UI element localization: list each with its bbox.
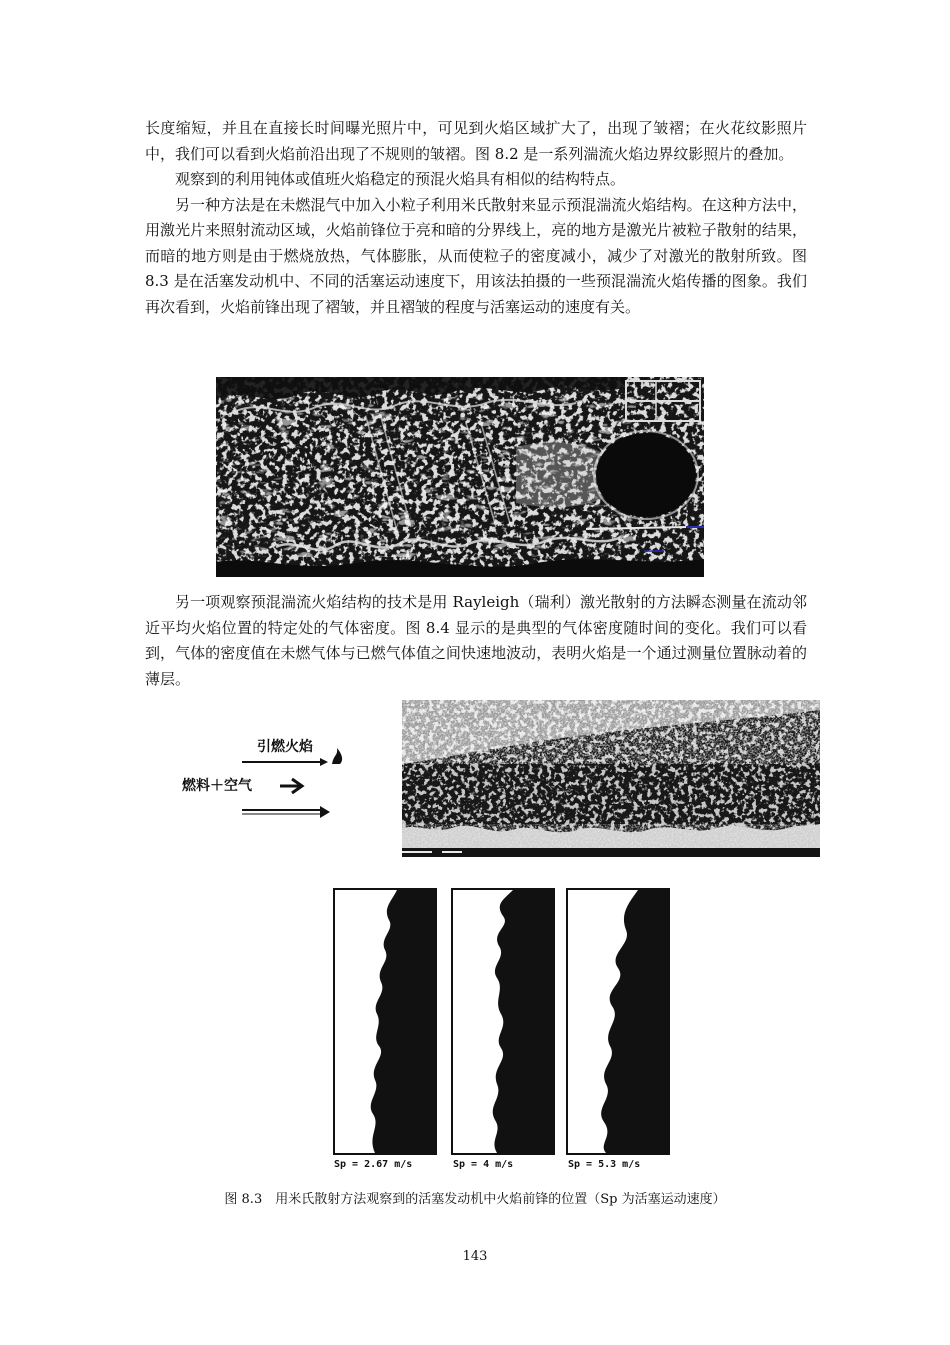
paragraph-4: 另一项观察预混湍流火焰结构的技术是用 Rayleigh（瑞利）激光散射的方法瞬态测量在流动邻近平均火焰位置的特定处的气体密度。图 8.4 显示的是典型的气体密度随时间的变化。我们可以看到，气体的密度值在未燃气体与已燃气体值之间快速地波动，表明火焰是一个通过测量位置脉动着的薄层。 bbox=[145, 593, 807, 688]
flame-front-frame-2 bbox=[451, 888, 555, 1155]
flame-front-frame-1 bbox=[333, 888, 437, 1155]
pilot-flame-label: 引燃火焰 bbox=[257, 739, 313, 755]
flame-front-frame-3 bbox=[566, 888, 670, 1155]
frame-label-2: Sp = 4 m/s bbox=[453, 1159, 514, 1170]
burner-flow-arrows bbox=[240, 746, 350, 822]
flame-photo-top bbox=[216, 377, 704, 577]
paragraph-3: 另一种方法是在未燃混气中加入小粒子利用米氏散射来显示预混湍流火焰结构。在这种方法中，用激光片来照射流动区域，火焰前锋位于亮和暗的分界线上，亮的地方是激光片被粒子散射的结果，而暗的地方则是由于燃烧放热，气体膨胀，从而使粒子的密度减小，减少了对激光的散射所致。图 8.3 是在活塞发动机中、不同的活塞运动速度下，用该法拍摄的一些预混湍流火焰传播的图象。我们再次看到，火焰前锋出现了褶皱，并且褶皱的程度与活塞运动的速度有关。 bbox=[145, 195, 807, 316]
body-text-bottom bbox=[145, 590, 807, 692]
fuel-air-label: 燃料＋空气 bbox=[182, 778, 252, 794]
page-number: 143 bbox=[462, 1249, 488, 1264]
body-text-top bbox=[145, 116, 807, 320]
paragraph-1: 长度缩短，并且在直接长时间曝光照片中，可见到火焰区域扩大了，出现了皱褶；在火花纹影照片中，我们可以看到火焰前沿出现了不规则的皱褶。图 8.2 是一系列湍流火焰边界纹影照片的叠加。 bbox=[145, 119, 807, 163]
burner-flame-photo bbox=[402, 700, 820, 857]
frame-label-3: Sp = 5.3 m/s bbox=[568, 1159, 641, 1170]
figure-caption: 图 8.3 用米氏散射方法观察到的活塞发动机中火焰前锋的位置（Sp 为活塞运动速度） bbox=[224, 1192, 726, 1207]
paragraph-2: 观察到的利用钝体或值班火焰稳定的预混火焰具有相似的结构特点。 bbox=[175, 170, 626, 188]
frame-label-1: Sp = 2.67 m/s bbox=[334, 1159, 413, 1170]
